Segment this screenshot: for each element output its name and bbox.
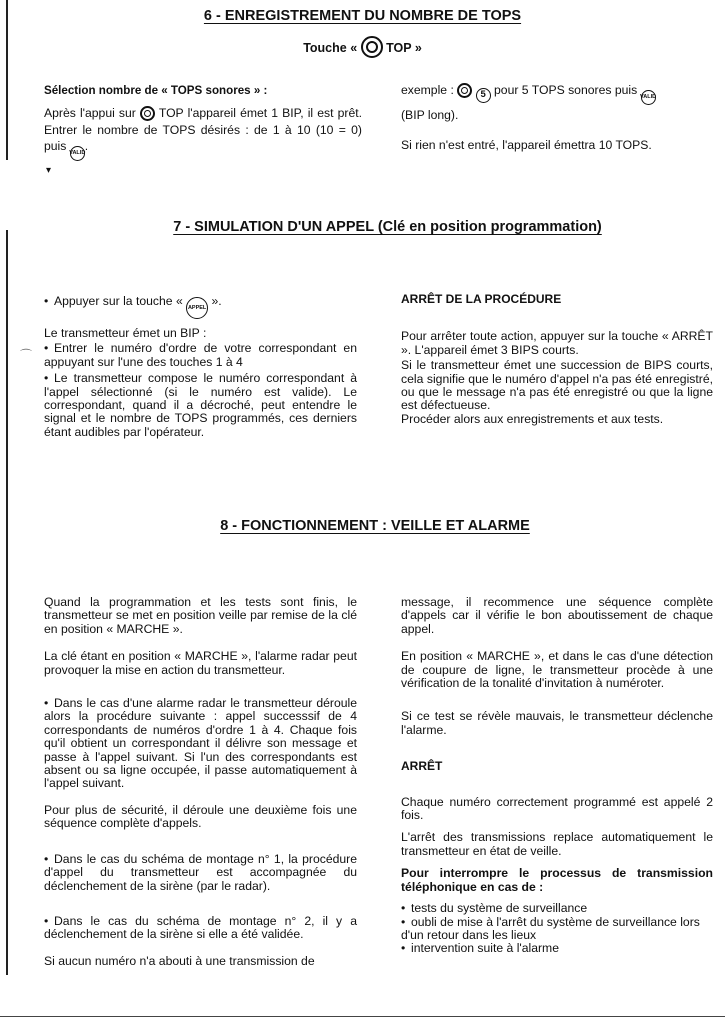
text: Dans le cas du schéma de montage n° 2, il y a déclenchement de la sirène si elle a été validée. <box>44 913 357 942</box>
bip-text: Le transmetteur émet un BIP : <box>44 326 207 340</box>
radar-alarm-text: La clé étant en position « MARCHE », l'alarme radar peut provoquer la mise en action du transmetteur. <box>44 649 357 677</box>
top-key-icon <box>140 106 155 121</box>
section-8-right-column <box>401 596 713 956</box>
top-key-icon <box>457 83 472 98</box>
standby-text: Quand la programmation et les tests sont finis, le transmetteur se met en position veille par remise de la clé en position « MARCHE ». <box>44 595 357 636</box>
stop-procedure-text: Pour arrêter toute action, appuyer sur la touche « ARRÊT ». L'appareil émet 3 BIPS courts. <box>401 329 713 357</box>
interrupt-list <box>401 902 713 956</box>
text: ». <box>211 294 222 308</box>
list-item <box>401 942 713 955</box>
margin-line-top <box>6 0 8 160</box>
text: tests du système de surveillance <box>411 901 588 916</box>
second-sequence-text: Pour plus de sécurité, il déroule une deuxième fois une séquence complète d'appels. <box>44 802 357 831</box>
appel-instruction <box>44 290 357 319</box>
scan-mark: ▾ <box>46 165 52 176</box>
bullet-icon: • <box>401 901 406 916</box>
digit-key-icon: 5 <box>476 88 491 103</box>
bullet-icon: • <box>401 914 406 929</box>
section-8-left-column <box>44 596 357 968</box>
section-6-subtitle <box>0 36 725 58</box>
called-twice-text: Chaque numéro correctement programmé est appelé 2 fois. <box>401 794 713 823</box>
section-6-title: 6 - ENREGISTREMENT DU NOMBRE DE TOPS <box>203 8 522 24</box>
line-cut-text: En position « MARCHE », et dans le cas d'une détection de coupure de ligne, le transmetteur procède à une vérification de la tonalité d'invitation à numéroter. <box>401 649 713 691</box>
appel-key-icon: APPEL <box>186 297 208 319</box>
list-item <box>401 902 713 915</box>
section-8-title: 8 - FONCTIONNEMENT : VEILLE ET ALARME <box>220 518 530 534</box>
section-7-right-column <box>401 293 713 426</box>
default-tops-note: Si rien n'est entré, l'appareil émettra 10 TOPS. <box>401 137 652 152</box>
stop-procedure-heading: ARRÊT DE LA PROCÉDURE <box>401 292 562 306</box>
text: Entrer le numéro d'ordre de votre correspondant en appuyant sur l'une des touches 1 à 4 <box>44 341 357 369</box>
alarm-procedure-text <box>44 697 357 791</box>
bullet-icon: • <box>44 851 49 866</box>
bullet-icon: • <box>44 696 49 711</box>
bullet-icon: • <box>44 371 49 386</box>
tops-selection-heading: Sélection nombre de « TOPS sonores » : <box>44 84 268 97</box>
text: pour 5 TOPS sonores puis <box>494 83 638 97</box>
interrupt-heading: Pour interrompre le processus de transmission téléphonique en cas de : <box>401 866 713 894</box>
tops-instructions <box>44 105 362 161</box>
text: TOP l'appareil émet 1 BIP, il est prêt. Entrer le nombre de TOPS désirés : de 1 à 10 (10 = 0) puis <box>44 106 362 154</box>
repeat-sequence-text: message, il recommence une séquence complète d'appels car il vérifie le bon aboutissement de chaque appel. <box>401 595 713 636</box>
wiring-1-text <box>44 853 357 893</box>
error-bips-text: Si le transmetteur émet une succession de BIPS courts, cela signifie que le numéro d'appel n'a pas été enregistré, ou que le message n'a pas été enregistré ou que la ligne est défectueuse. <box>401 358 713 413</box>
bottom-scan-line <box>0 1016 725 1017</box>
bullet-icon: • <box>44 341 49 356</box>
bullet-icon: • <box>44 294 49 308</box>
step-compose-number <box>44 372 357 439</box>
bullet-icon: • <box>401 941 406 956</box>
step-enter-number <box>44 342 357 369</box>
text: Appuyer sur la touche « <box>54 294 183 308</box>
text: . <box>84 139 89 154</box>
text: Dans le cas d'une alarme radar le transmetteur déroule alors la procédure suivante : appel successsif de 4 correspondants de numéros d'ordre 1 à 4. Chaque fois qu'il obtient un correspondant il délivre son message et passe à l'appel suivant. Si l'un des correspondants est absent ou sa ligne occupée, il passe automatiquement à l'appel suivant. <box>44 696 357 791</box>
section-7-title: 7 - SIMULATION D'UN APPEL (Clé en position programmation) <box>173 219 602 235</box>
section-7-left-column <box>44 290 357 439</box>
valid-key-icon: VALID <box>641 90 656 105</box>
example-text <box>401 80 713 125</box>
text: (BIP long). <box>401 107 459 122</box>
text: intervention suite à l'alarme <box>411 941 559 956</box>
bullet-icon: • <box>44 913 49 928</box>
standby-return-text: L'arrêt des transmissions replace automatiquement le transmetteur en état de veille. <box>401 830 713 858</box>
text: exemple : <box>401 83 454 97</box>
text: Dans le cas du schéma de montage n° 1, la procédure d'appel du transmetteur est accompagnée du déclenchement de la sirène (par le radar). <box>44 851 357 893</box>
stop-heading: ARRÊT <box>401 759 443 774</box>
text: Après l'appui sur <box>44 106 136 121</box>
subtitle-prefix: Touche « <box>303 41 358 55</box>
test-fail-text: Si ce test se révèle mauvais, le transmetteur déclenche l'alarme. <box>401 709 713 737</box>
text: Le transmetteur compose le numéro correspondant à l'appel sélectionné (si le numéro est valide). Le correspondant, quand il a décroché, peut entendre le signal et le nombre de TOPS programmés, ces derniers étant audibles par l'opérateur. <box>44 371 357 439</box>
wiring-2-text <box>44 915 357 942</box>
valid-key-icon: VALID <box>70 146 85 161</box>
section-6-left-column <box>44 84 362 161</box>
margin-line-bottom <box>6 230 8 975</box>
margin-pencil-mark: ⌒ <box>20 348 33 362</box>
top-key-icon <box>361 36 383 58</box>
no-transmission-text: Si aucun numéro n'a abouti à une transmission de <box>44 953 315 968</box>
text: oubli de mise à l'arrêt du système de surveillance lors d'un retour dans les lieux <box>401 914 700 942</box>
list-item <box>401 916 713 943</box>
subtitle-suffix: TOP » <box>386 41 422 55</box>
proceed-text: Procéder alors aux enregistrements et aux tests. <box>401 411 664 426</box>
section-6-right-column <box>401 80 713 152</box>
